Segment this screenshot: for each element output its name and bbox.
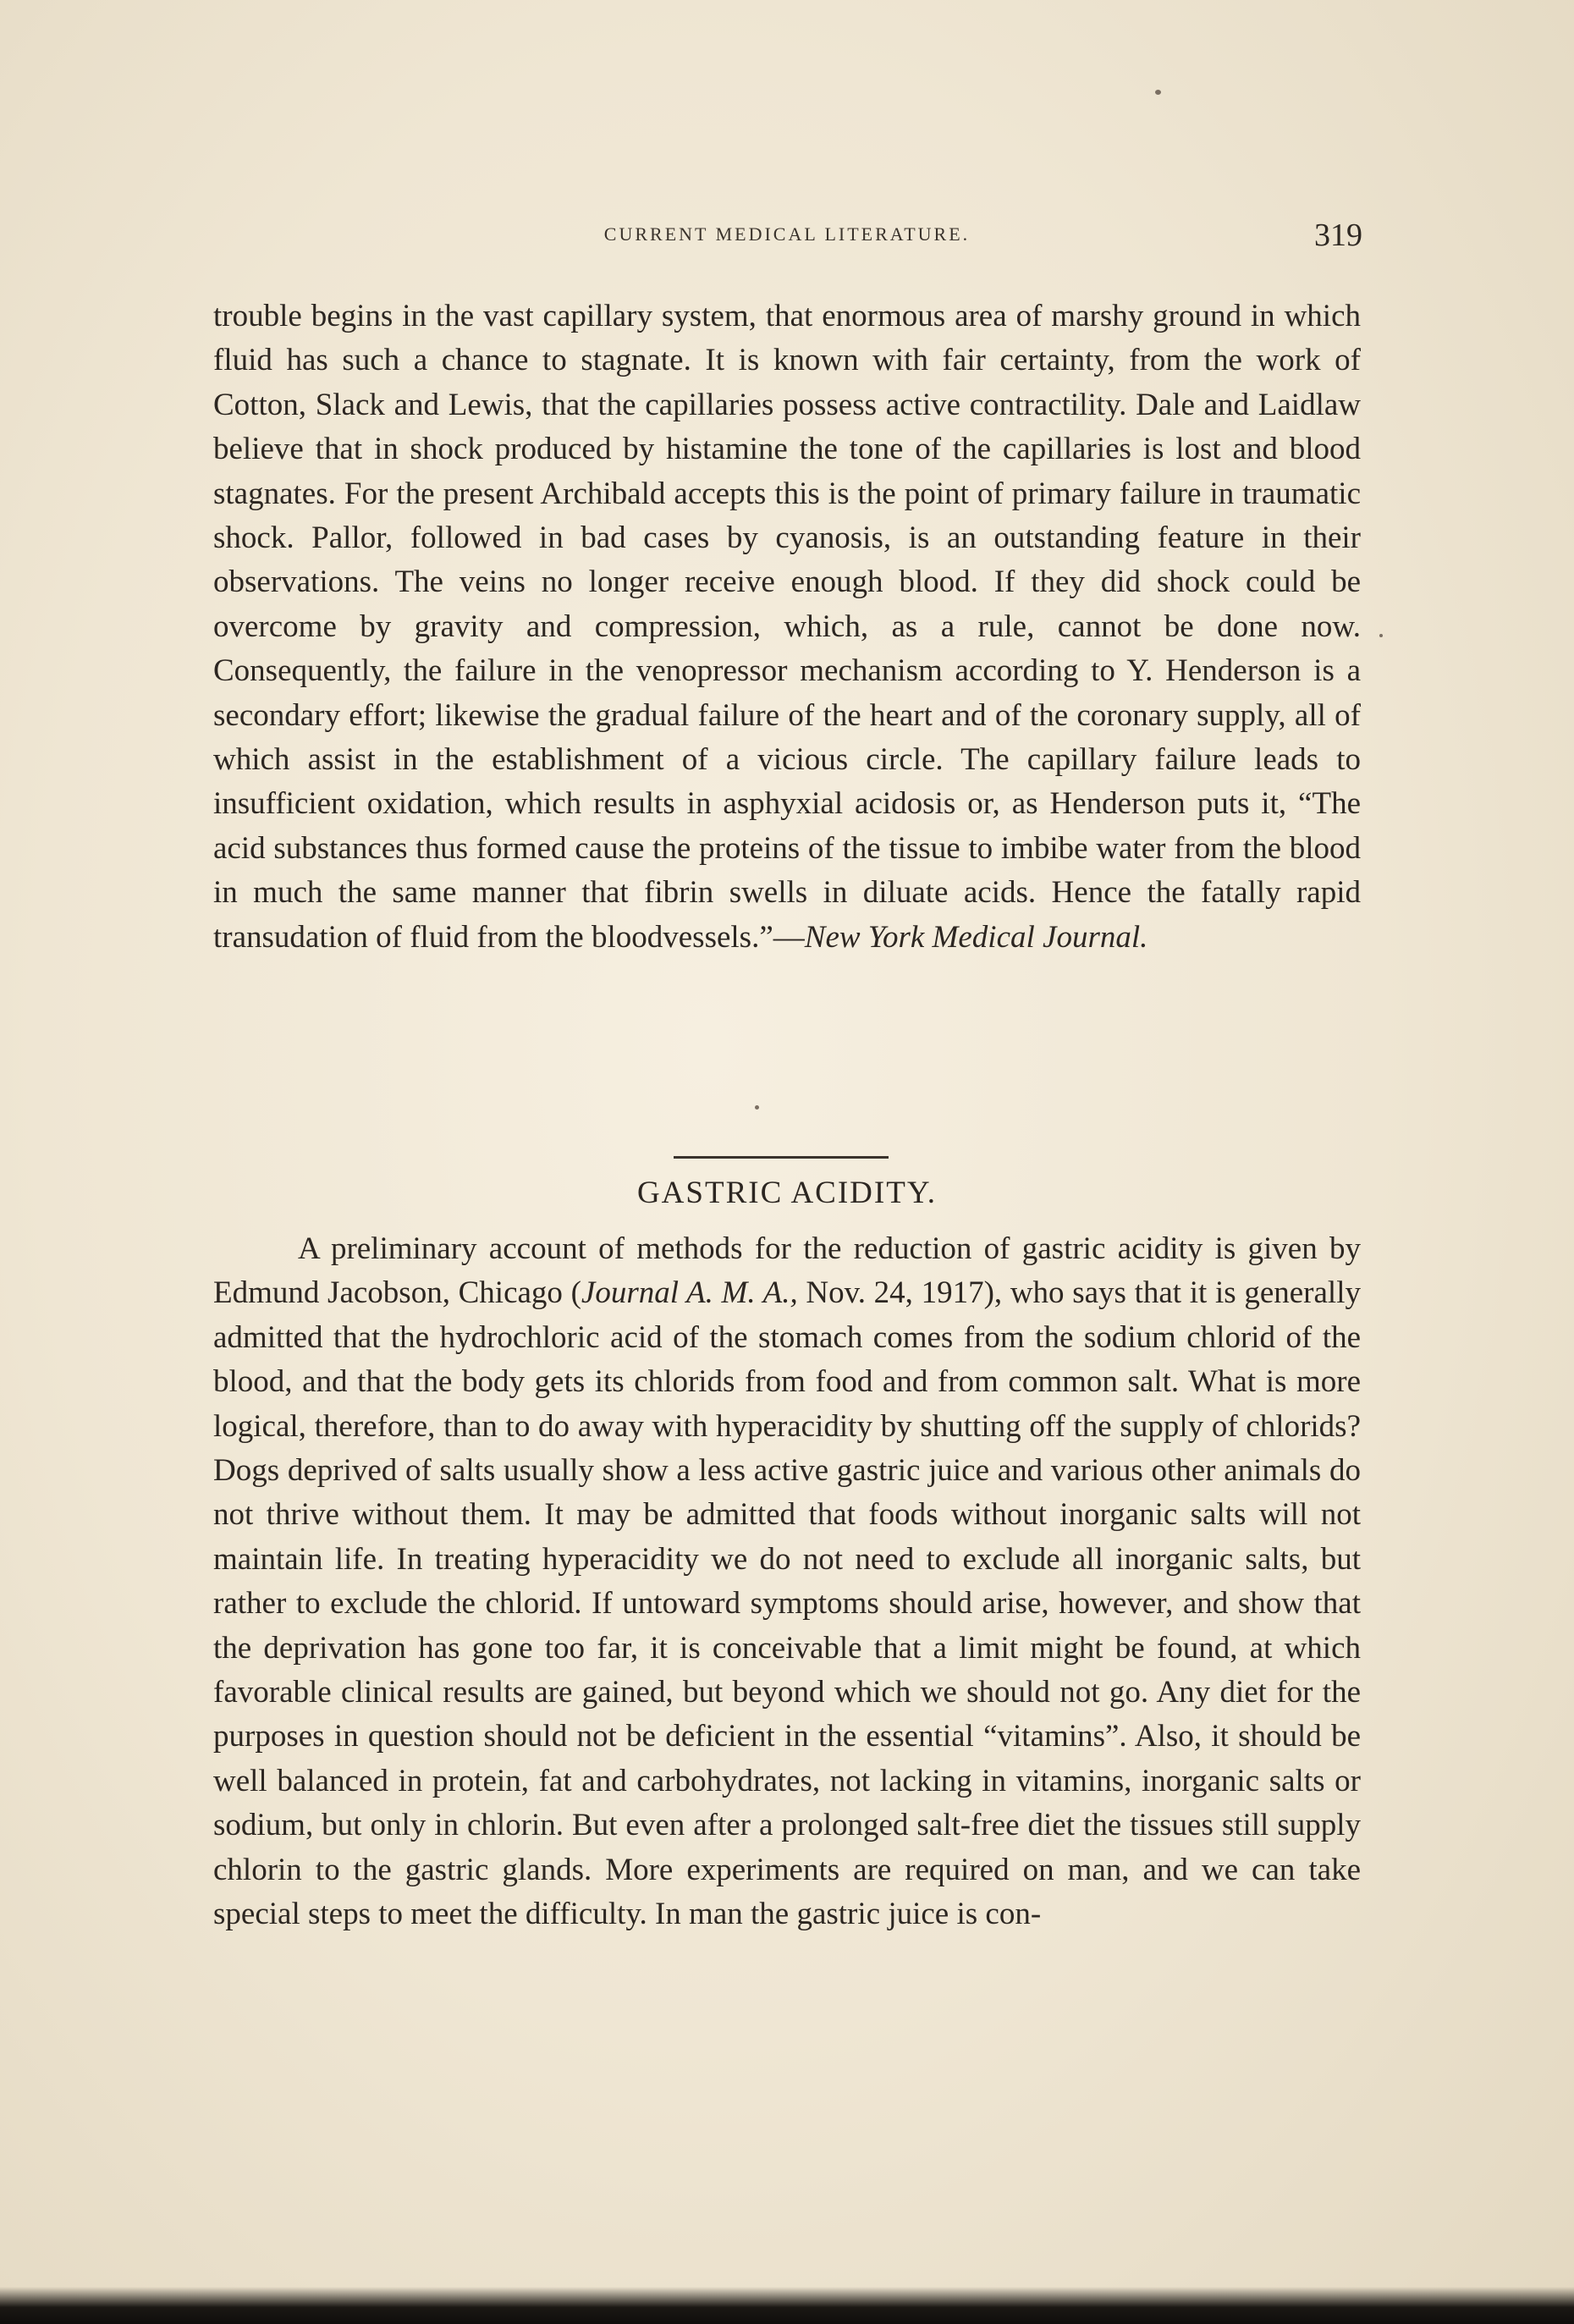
paragraph-body: ), who says that it is generally admitted that the hydrochloric acid of the stomach comes from the sodium chlorid of the blood, and that the body gets its chlorids from food and from common salt. What is more logical, therefore, than to do away with hyperacidity by shutting off the supply of chlorids? Dogs deprived of salts usually show a less active gastric juice and various other animals do not thrive without them. It may be admitted that foods without inorganic salts will not maintain life. In treating hyperacidity we do not need to exclude all inorganic salts, but rather to exclude the chlorid. If untoward symptoms should arise, however, and show that the deprivation has gone too far, it is conceivable that a limit might be found, at which favorable clinical results are gained, but beyond which we should not go. Any diet for the purposes in question should not be deficient in the essential “vitamins”. Also, it should be well balanced in protein, fat and carbohydrates, not lacking in vitamins, inorganic salts or sodium, but only in chlorin. But even after a prolonged salt-free diet the tissues still supply chlorin to the gastric glands. More experiments are required on man, and we can take special steps to meet the difficulty. In man the gastric juice is con- bbox=[213, 1275, 1361, 1932]
paper-speck bbox=[755, 1105, 759, 1110]
binding-shadow bbox=[0, 2287, 1574, 2324]
article-continuation-paragraph bbox=[213, 295, 1361, 960]
page-number: 319 bbox=[1314, 218, 1362, 253]
section-paragraph bbox=[213, 1227, 1361, 1937]
running-head: CURRENT MEDICAL LITERATURE. bbox=[603, 223, 971, 245]
article-body-text: trouble begins in the vast capillary system, that enormous area of marshy ground in which fluid has such a chance to stagnate. It is known with fair certainty, from the work of Cotton, Slack and Lewis, that the capillaries possess active contractility. Dale and Laidlaw believe that in shock produced by histamine the tone of the capillaries is lost and blood stagnates. For the present Archibald accepts this is the point of primary failure in traumatic shock. Pallor, followed in bad cases by cyanosis, is an outstanding feature in their observations. The veins no longer receive enough blood. If they did shock could be overcome by gravity and compression, which, as a rule, cannot be done now. Consequently, the failure in the venopressor mechanism according to Y. Henderson is a secondary effort; likewise the gradual failure of the heart and of the coronary supply, all of which assist in the establishment of a vicious circle. The capillary failure leads to insufficient oxidation, which results in asphyxial acidosis or, as Henderson puts it, “The acid substances thus formed cause the proteins of the tissue to imbibe water from the blood in much the same manner that fibrin swells in diluate acids. Hence the fatally rapid transudation of fluid from the bloodvessels.”— bbox=[213, 299, 1361, 955]
paper-speck bbox=[1155, 90, 1161, 95]
paragraph-intro: A preliminary account of methods for the reduction of gastric acidity is given by Edmund Jacobson, Chicago ( bbox=[213, 1231, 1361, 1311]
citation-date: Nov. 24, 1917 bbox=[797, 1275, 984, 1311]
paper-speck bbox=[1379, 634, 1383, 637]
page-header bbox=[212, 217, 1362, 259]
journal-citation: Journal A. M. A., bbox=[581, 1275, 798, 1311]
source-citation: New York Medical Journal. bbox=[804, 919, 1148, 955]
section-title: GASTRIC ACIDITY. bbox=[636, 1176, 938, 1210]
section-divider bbox=[674, 1156, 889, 1159]
